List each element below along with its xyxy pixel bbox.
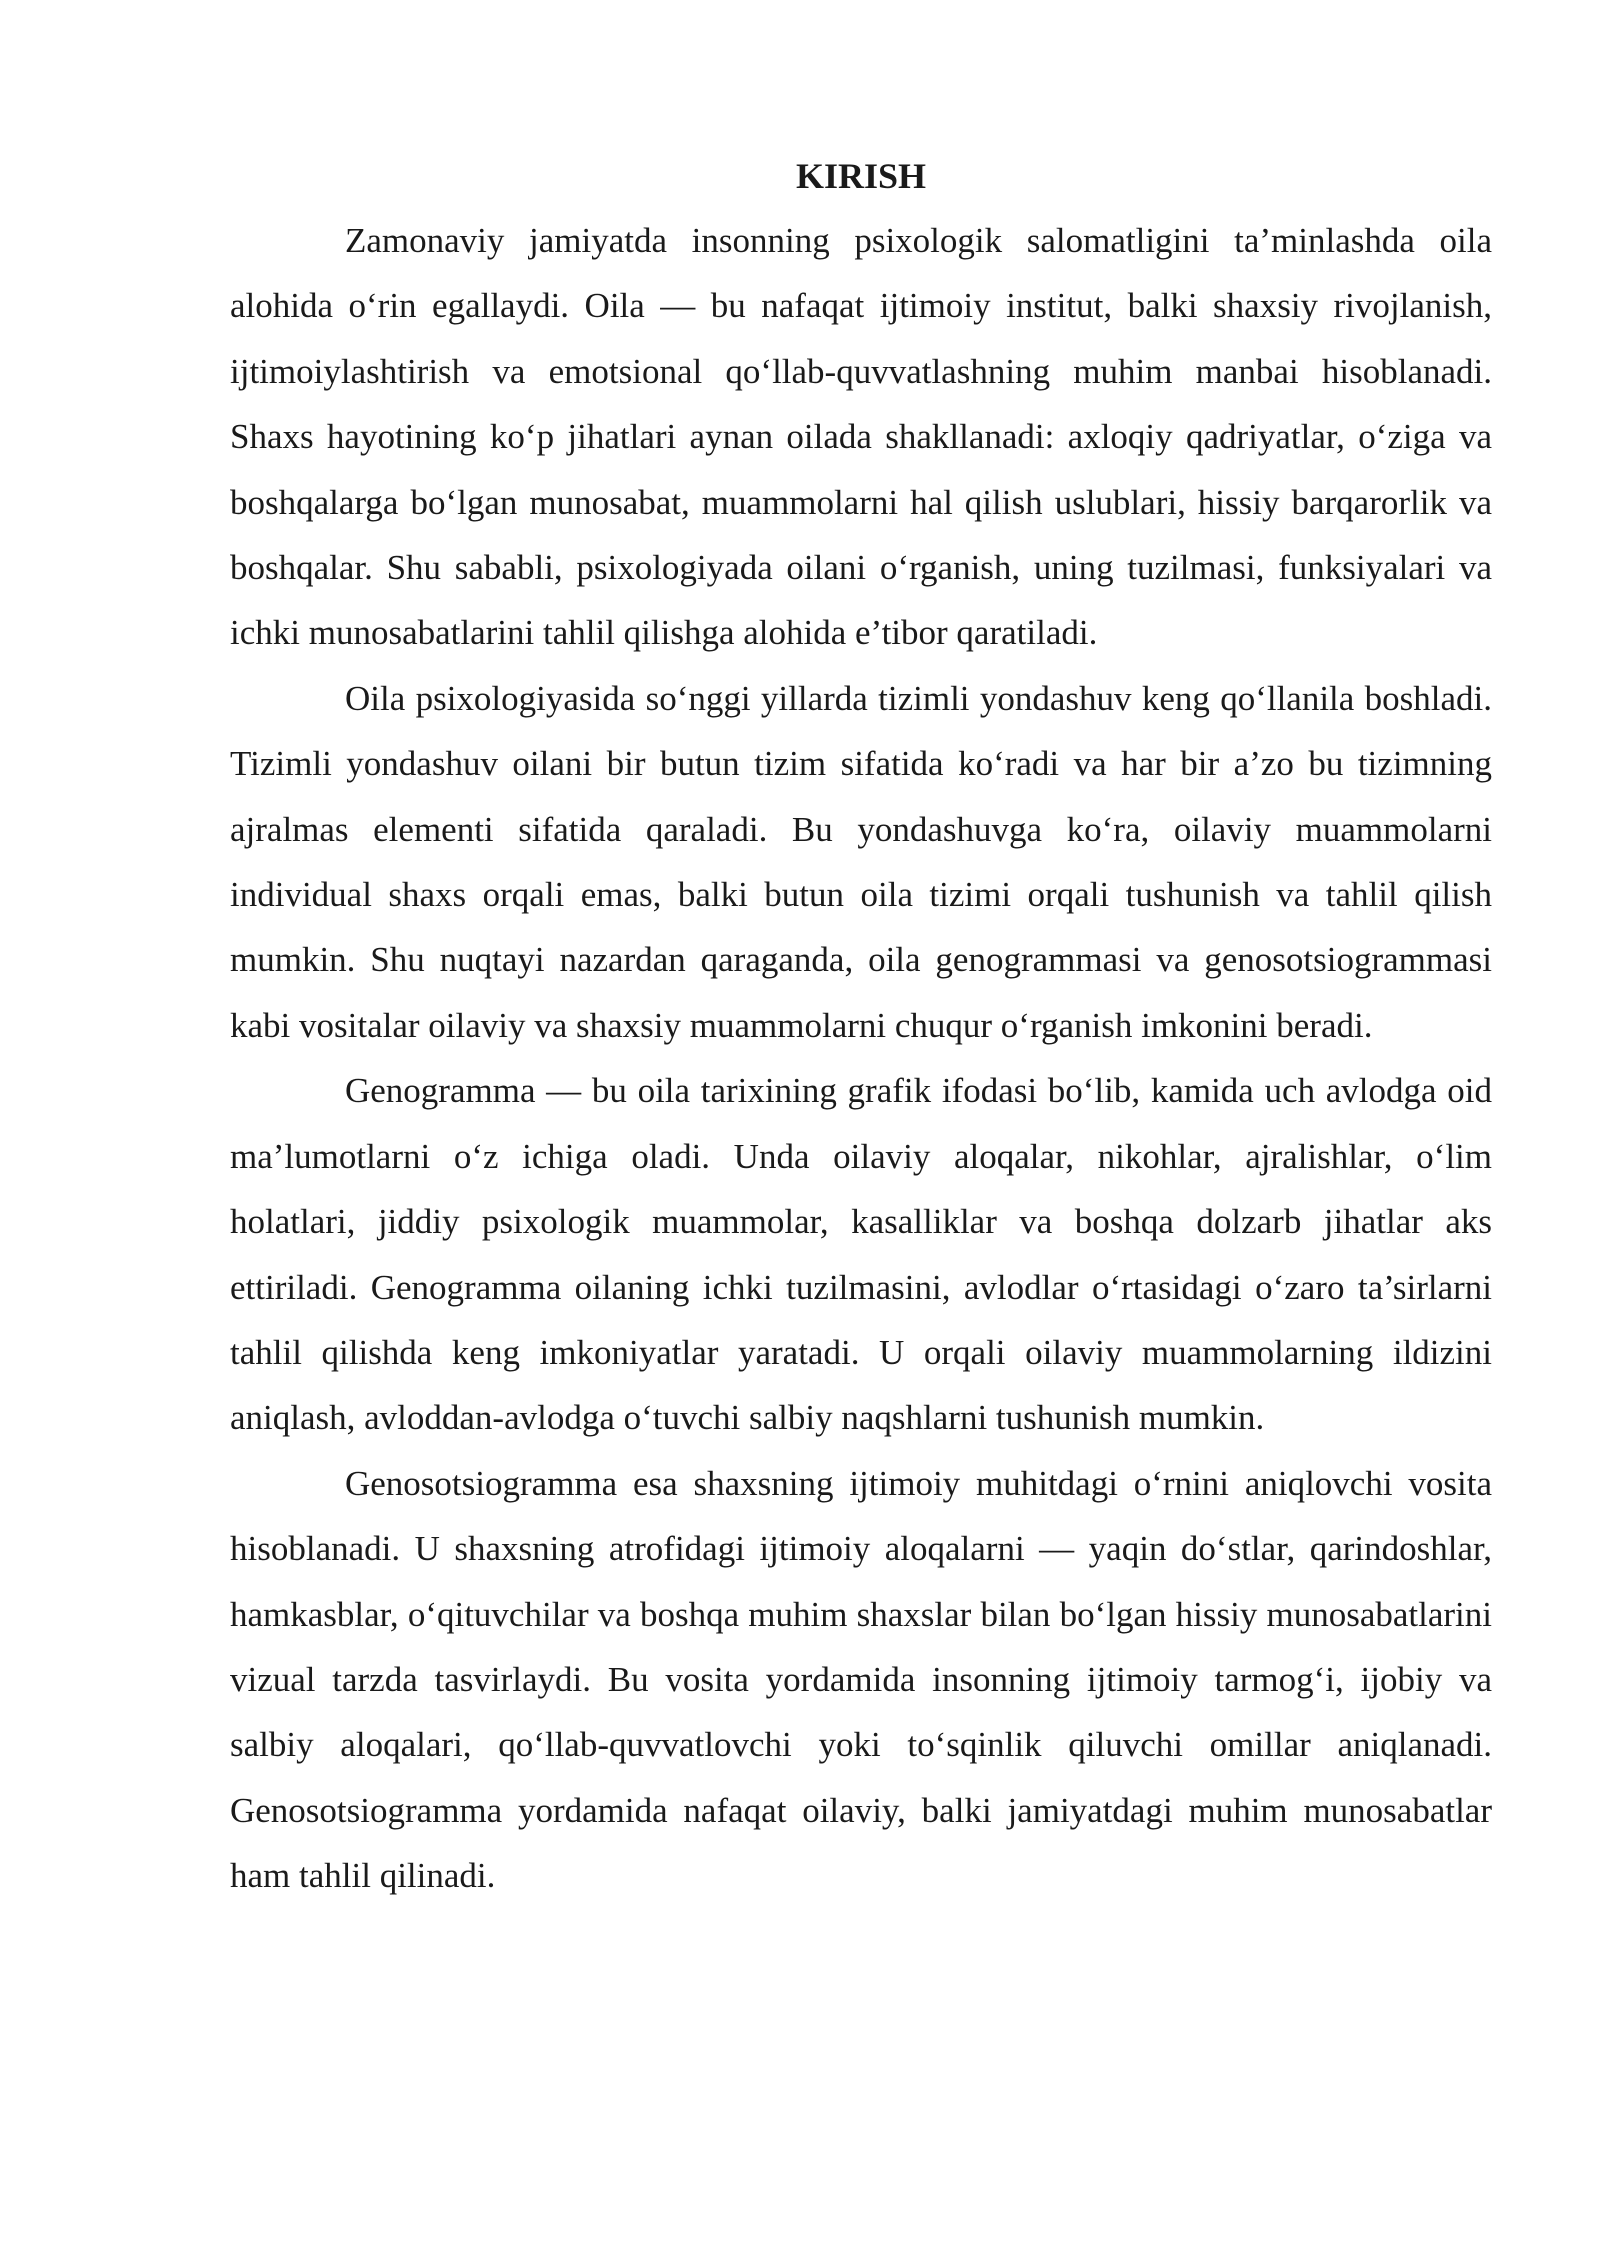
paragraph-genosociogram: Genosotsiogramma esa shaxsning ijtimoiy muhitdagi o‘rnini aniqlovchi vosita hisoblanadi. U shaxsning atrofidagi ijtimoiy aloqalarni — yaqin do‘stlar, qarindoshlar, hamkasblar, o‘qituvchilar va boshqa muhim shaxslar bilan bo‘lgan hissiy munosabatlarini vizual tarzda tasvirlaydi. Bu vosita yordamida insonning ijtimoiy tarmog‘i, ijobiy va salbiy aloqalari, qo‘llab-quvvatlovchi yoki to‘sqinlik qiluvchi omillar aniqlanadi. Genosotsiogramma yordamida nafaqat oilaviy, balki jamiyatdagi muhim munosabatlar ham tahlil qilinadi.	[230, 1463, 1492, 1896]
page-title: KIRISH	[795, 156, 927, 196]
paragraph-genogram: Genogramma — bu oila tarixining grafik ifodasi bo‘lib, kamida uch avlodga oid ma’lumotlarni o‘z ichiga oladi. Unda oilaviy aloqalar, nikohlar, ajralishlar, o‘lim holatlari, jiddiy psixologik muammolar, kasalliklar va boshqa dolzarb jihatlar aks ettiriladi. Genogramma oilaning ichki tuzilmasini, avlodlar o‘rtasidagi o‘zaro ta’sirlarni tahlil qilishda keng imkoniyatlar yaratadi. U orqali oilaviy muammolarning ildizini aniqlash, avloddan-avlodga o‘tuvchi salbiy naqshlarni tushunish mumkin.	[230, 1071, 1492, 1438]
document-body	[230, 150, 1492, 1909]
paragraph-systemic-approach: Oila psixologiyasida so‘nggi yillarda tizimli yondashuv keng qo‘llanila boshladi. Tizimli yondashuv oilani bir butun tizim sifatida ko‘radi va har bir a’zo bu tizimning ajralmas elementi sifatida qaraladi. Bu yondashuvga ko‘ra, oilaviy muammolarni individual shaxs orqali emas, balki butun oila tizimi orqali tushunish va tahlil qilish mumkin. Shu nuqtayi nazardan qaraganda, oila genogrammasi va genosotsiogrammasi kabi vositalar oilaviy va shaxsiy muammolarni chuqur o‘rganish imkonini beradi.	[230, 678, 1492, 1045]
paragraph-intro: Zamonaviy jamiyatda insonning psixologik salomatligini ta’minlashda oila alohida o‘rin egallaydi. Oila — bu nafaqat ijtimoiy institut, balki shaxsiy rivojlanish, ijtimoiylashtirish va emotsional qo‘llab-quvvatlashning muhim manbai hisoblanadi. Shaxs hayotining ko‘p jihatlari aynan oilada shakllanadi: axloqiy qadriyatlar, o‘ziga va boshqalarga bo‘lgan munosabat, muammolarni hal qilish uslublari, hissiy barqarorlik va boshqalar. Shu sababli, psixologiyada oilani o‘rganish, uning tuzilmasi, funksiyalari va ichki munosabatlarini tahlil qilishga alohida e’tibor qaratiladi.	[230, 221, 1492, 653]
